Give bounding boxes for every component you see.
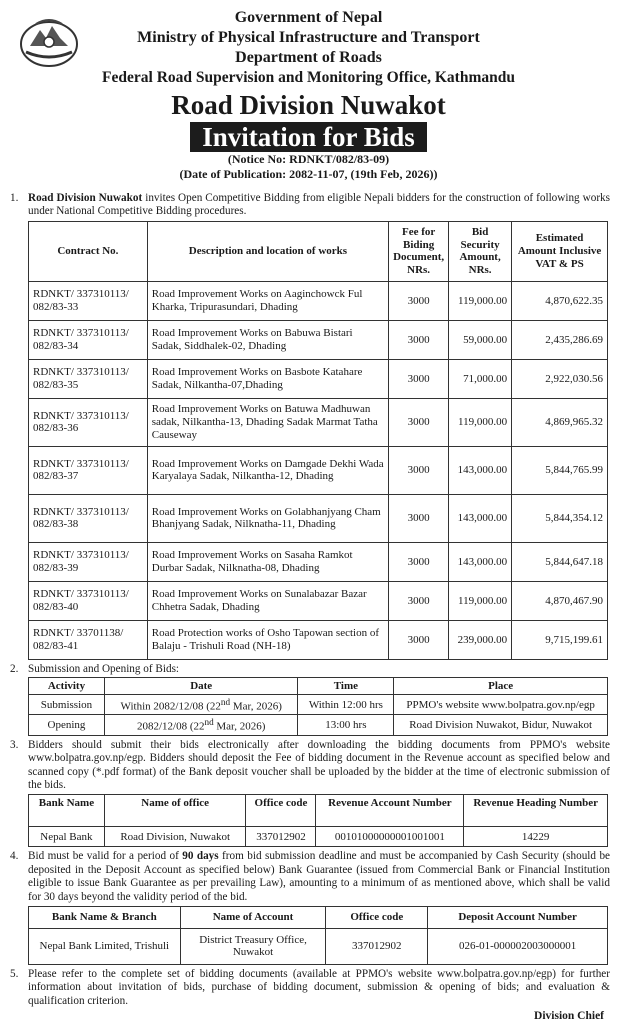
notice-body [10,192,610,1024]
paragraph-number: 1. [10,192,19,204]
account-name-cell: District Treasury Office, Nuwakot [180,928,326,964]
col-fee: Fee for Biding Document, NRs. [389,221,449,281]
contract-no-cell: RDNKT/ 33701138/ 082/83-41 [29,620,148,659]
col-place: Place [394,678,608,695]
date-text: 2082/12/08 (22 [136,721,205,734]
publication-date: (Date of Publication: 2082-11-07, (19th Feb, 2026)) [179,167,438,181]
description-cell: Road Improvement Works on Sunalabazar Bazar Chhetra Sadak, Dhading [147,581,388,620]
date-sup: nd [204,717,214,728]
signature: Division Chief [534,1010,604,1023]
col-bank-branch: Bank Name & Branch [29,906,181,928]
paragraph-1 [10,192,610,219]
bid-security-cell: 59,000.00 [449,320,512,359]
notice-number: (Notice No: RDNKT/082/83-09) [227,152,390,166]
contract-no-cell: RDNKT/ 337310113/ 082/83-37 [29,446,148,494]
table-row [29,928,608,964]
table-row [29,398,608,446]
table-row [29,320,608,359]
paragraph-4-text: Bid must be valid for a period of [28,850,183,863]
paragraph-3-text: Bidders should submit their bids electronically after downloading the bidding documents from PPMO's website www.bolpatra.gov.np/egp. Bidders should deposit the Fee of bidding document in the Revenue account as specified below and scanned copy (*.pdf format) of the Bank deposit voucher shall be uploaded by the bidder at the time of electronic submission of the bids. [28,738,610,791]
bid-security-cell: 143,000.00 [449,446,512,494]
header-federal-office: Federal Road Supervision and Monitoring Office, Kathmandu [102,69,515,86]
bid-security-cell: 119,000.00 [449,281,512,320]
notice-header [0,8,617,182]
fee-cell: 3000 [389,620,449,659]
description-cell: Road Improvement Works on Babuwa Bistari Sadak, Siddhalek-02, Dhading [147,320,388,359]
paragraph-5 [10,968,610,1008]
paragraph-number: 4. [10,850,19,863]
col-description: Description and location of works [147,221,388,281]
col-office-code: Office code [326,906,428,928]
paragraph-2 [10,663,610,676]
description-cell: Road Improvement Works on Aaginchowck Ful Kharka, Tripurasundari, Dhading [147,281,388,320]
fee-cell: 3000 [389,581,449,620]
paragraph-1-text: invites Open Competitive Bidding from eligible Nepali bidders for the construction of following works under National Competitive Bidding procedures. [28,192,611,218]
bank-cell: Nepal Bank [29,827,105,847]
col-deposit-account: Deposit Account Number [428,906,608,928]
table-row [29,446,608,494]
date-text: Mar, 2026) [230,700,282,713]
validity-days: 90 days [182,850,219,863]
col-bank-name: Bank Name [29,795,105,827]
description-cell: Road Protection works of Osho Tapowan section of Balaju - Trishuli Road (NH-18) [147,620,388,659]
date-cell [104,715,298,735]
paragraph-number: 2. [10,662,19,675]
division-name: Road Division Nuwakot [28,192,143,204]
date-text: Mar, 2026) [213,721,266,734]
header-department: Department of Roads [235,49,382,66]
estimate-cell: 2,922,030.56 [512,359,608,398]
fee-cell: 3000 [389,281,449,320]
contract-no-cell: RDNKT/ 337310113/ 082/83-34 [29,320,148,359]
estimate-cell: 4,870,467.90 [512,581,608,620]
table-header-row [29,678,608,695]
code-cell: 337012902 [326,928,428,964]
contract-no-cell: RDNKT/ 337310113/ 082/83-38 [29,494,148,542]
estimate-cell: 4,869,965.32 [512,398,608,446]
header-ministry: Ministry of Physical Infrastructure and Transport [137,29,480,46]
col-estimate: Estimated Amount Inclusive VAT & PS [512,221,608,281]
col-revenue-account: Revenue Account Number [316,795,464,827]
account-cell: 00101000000001001001 [316,827,464,847]
place-cell: Road Division Nuwakot, Bidur, Nuwakot [394,715,608,735]
col-office-code: Office code [246,795,316,827]
activity-cell: Submission [29,695,105,715]
contract-no-cell: RDNKT/ 337310113/ 082/83-33 [29,281,148,320]
col-account-name: Name of Account [180,906,326,928]
paragraph-number: 3. [10,738,19,751]
activity-cell: Opening [29,715,105,735]
deposit-table [28,906,608,965]
date-sup: nd [220,697,231,708]
description-cell: Road Improvement Works on Basbote Katahare Sadak, Nilkantha-07,Dhading [147,359,388,398]
schedule-table [28,677,608,736]
bid-security-cell: 119,000.00 [449,581,512,620]
fee-cell: 3000 [389,359,449,398]
contract-no-cell: RDNKT/ 337310113/ 082/83-36 [29,398,148,446]
col-office-name: Name of office [104,795,246,827]
table-row [29,715,608,735]
header-division-title: Road Division Nuwakot [171,90,446,120]
bid-security-cell: 143,000.00 [449,494,512,542]
col-time: Time [298,678,394,695]
bank-cell: Nepal Bank Limited, Trishuli [29,928,181,964]
col-bid-security: Bid Security Amount, NRs. [449,221,512,281]
account-cell: 026-01-000002003000001 [428,928,608,964]
paragraph-4-text: from bid submission deadline and must be accompanied by Cash Security (should be deposited in the Deposit Account as specified below) Bank Guarantee (issued from Commercial Bank or Financial Institution eligible to issue Bank Guarantee as per prevailing Law), amounting to a minimum of as mentioned above, which shall be valid for 30 days beyond the validity period of the bid. [28,850,610,903]
description-cell: Road Improvement Works on Sasaha Ramkot Durbar Sadak, Nilknatha-08, Dhading [147,542,388,581]
table-header-row [29,906,608,928]
fee-cell: 3000 [389,446,449,494]
header-government: Government of Nepal [234,9,383,26]
paragraph-3 [10,739,610,793]
table-row [29,542,608,581]
table-row [29,620,608,659]
description-cell: Road Improvement Works on Batuwa Madhuwan sadak, Nilkantha-13, Dhading Sadak Marmat Tatha Causeway [147,398,388,446]
fee-cell: 3000 [389,398,449,446]
contract-no-cell: RDNKT/ 337310113/ 082/83-39 [29,542,148,581]
time-cell: Within 12:00 hrs [298,695,394,715]
estimate-cell: 4,870,622.35 [512,281,608,320]
contract-no-cell: RDNKT/ 337310113/ 082/83-40 [29,581,148,620]
bid-security-cell: 143,000.00 [449,542,512,581]
code-cell: 337012902 [246,827,316,847]
description-cell: Road Improvement Works on Golabhanjyang Cham Bhanjyang Sadak, Nilknatha-11, Dhading [147,494,388,542]
table-header-row [29,795,608,827]
estimate-cell: 5,844,765.99 [512,446,608,494]
office-cell: Road Division, Nuwakot [104,827,246,847]
table-row [29,494,608,542]
col-revenue-heading: Revenue Heading Number [464,795,608,827]
paragraph-5-text: Please refer to the complete set of bidding documents (available at PPMO's website www.bolpatra.gov.np/egp) for further information about invitation of bids, purchase of bidding document, submission & opening of bids; and evaluation & qualification criterion. [28,967,610,1007]
estimate-cell: 5,844,647.18 [512,542,608,581]
contracts-table [28,221,608,660]
paragraph-2-text: Submission and Opening of Bids: [28,662,180,675]
fee-cell: 3000 [389,494,449,542]
table-row [29,281,608,320]
date-cell [104,695,298,715]
col-date: Date [104,678,298,695]
fee-cell: 3000 [389,542,449,581]
place-cell: PPMO's website www.bolpatra.gov.np/egp [394,695,608,715]
table-row [29,827,608,847]
bid-security-cell: 239,000.00 [449,620,512,659]
col-activity: Activity [29,678,105,695]
table-row [29,359,608,398]
fee-cell: 3000 [389,320,449,359]
bid-security-cell: 71,000.00 [449,359,512,398]
table-header-row [29,221,608,281]
invitation-banner: Invitation for Bids [190,122,427,152]
paragraph-4 [10,850,610,904]
description-cell: Road Improvement Works on Damgade Dekhi Wada Karyalaya Sadak, Nilkantha-12, Dhading [147,446,388,494]
contract-no-cell: RDNKT/ 337310113/ 082/83-35 [29,359,148,398]
paragraph-number: 5. [10,967,19,980]
table-row [29,695,608,715]
col-contract-no: Contract No. [29,221,148,281]
heading-cell: 14229 [464,827,608,847]
revenue-table [28,794,608,847]
time-cell: 13:00 hrs [298,715,394,735]
estimate-cell: 9,715,199.61 [512,620,608,659]
estimate-cell: 2,435,286.69 [512,320,608,359]
table-row [29,581,608,620]
date-text: Within 2082/12/08 (22 [120,700,221,713]
bid-security-cell: 119,000.00 [449,398,512,446]
estimate-cell: 5,844,354.12 [512,494,608,542]
